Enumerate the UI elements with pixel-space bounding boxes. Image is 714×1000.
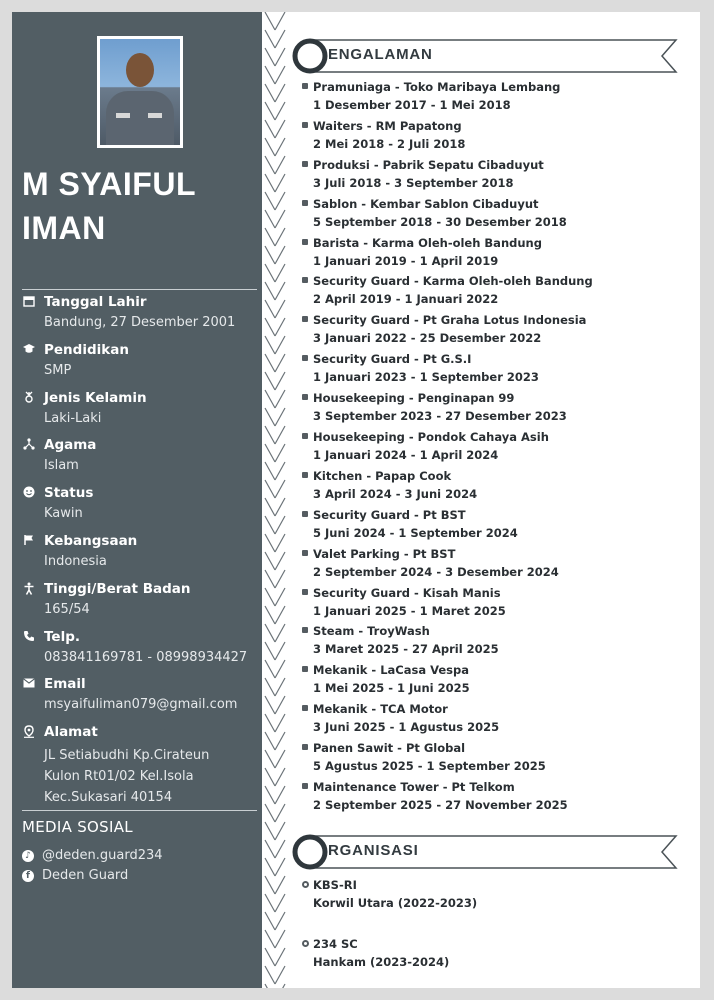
sidebar-divider-bottom [22,810,257,811]
job-title: Security Guard - Pt G.S.I [313,352,472,367]
social-facebook [22,868,258,888]
list-item [302,80,692,119]
list-item [302,274,692,313]
list-item [302,158,692,197]
job-date: 3 Maret 2025 - 27 April 2025 [313,642,499,657]
job-date: 5 Agustus 2025 - 1 September 2025 [313,759,546,774]
info-education [22,342,258,390]
job-date: 3 September 2023 - 27 Desember 2023 [313,409,567,424]
location-pin-icon [22,725,36,739]
info-label: Email [44,676,86,693]
list-item [302,391,692,430]
list-item [302,780,692,819]
job-title: Security Guard - Pt Graha Lotus Indonesia [313,313,587,328]
list-item [302,547,692,586]
org-detail: Korwil Utara (2022-2023) [313,896,478,910]
info-label: Jenis Kelamin [44,389,147,406]
info-label: Telp. [44,628,80,645]
calendar-icon [22,295,36,309]
organization-title: RGANISASI [328,842,419,859]
envelope-icon [22,677,36,691]
address-line: JL Setiabudhi Kp.Cirateun [44,748,210,764]
job-date: 3 Juli 2018 - 3 September 2018 [313,175,514,190]
job-title: Housekeeping - Pondok Cahaya Asih [313,430,549,445]
sidebar-divider-top [22,289,257,290]
gender-icon [22,391,36,405]
sidebar [12,12,262,988]
job-date: 2 Mei 2018 - 2 Juli 2018 [313,136,466,151]
address-line: Kulon Rt01/02 Kel.Isola [44,769,194,785]
info-value: 083841169781 - 08998934427 [44,649,248,665]
info-religion [22,437,258,485]
job-title: Sablon - Kembar Sablon Cibaduyut [313,196,539,211]
job-title: Pramuniaga - Toko Maribaya Lembang [313,80,561,94]
experience-title: ENGALAMAN [328,46,433,63]
social-handle: Deden Guard [42,868,129,883]
job-date: 2 April 2019 - 1 Januari 2022 [313,292,499,307]
chain-decoration [262,12,288,988]
tiktok-icon: ♪ [22,850,34,862]
list-item [302,937,692,977]
job-title: Mekanik - LaCasa Vespa [313,663,470,678]
job-date: 3 Januari 2022 - 25 Desember 2022 [313,331,542,346]
org-name: 234 SC [313,937,358,951]
full-name [22,162,252,250]
info-label: Kebangsaan [44,532,138,549]
job-date: 1 Mei 2025 - 1 Juni 2025 [313,681,470,696]
info-phone [22,629,258,677]
job-title: Kitchen - Papap Cook [313,468,452,483]
cv-page [12,12,700,988]
name-line-2: IMAN [22,210,106,246]
job-date: 3 Juni 2025 - 1 Agustus 2025 [313,720,500,735]
info-status [22,485,258,533]
info-label: Status [44,485,94,502]
job-date: 1 Desember 2017 - 1 Mei 2018 [313,98,511,112]
person-standing-icon [22,582,36,596]
info-value: Kawin [44,506,83,522]
info-value: Bandung, 27 Desember 2001 [44,315,236,330]
info-label: Tinggi/Berat Badan [44,580,191,597]
job-title: Valet Parking - Pt BST [313,546,456,561]
list-item [302,197,692,236]
list-item [302,663,692,702]
info-label: Tanggal Lahir [44,294,147,310]
info-value: Islam [44,458,79,474]
list-item [302,469,692,508]
job-date: 2 September 2024 - 3 Desember 2024 [313,564,559,579]
info-email [22,676,258,724]
list-item [302,236,692,275]
list-item [302,508,692,547]
info-birth [22,294,258,342]
share-nodes-icon [22,438,36,452]
info-value: Indonesia [44,553,107,569]
address-lines [44,745,209,808]
info-address [22,724,258,806]
organization-header [292,832,688,872]
info-value: SMP [44,362,72,378]
info-value: 165/54 [44,601,90,617]
info-value: Laki-Laki [44,410,102,426]
graduation-cap-icon [22,343,36,357]
personal-info [22,294,258,806]
list-item [302,624,692,663]
org-name: KBS-RI [313,878,357,892]
list-item [302,352,692,391]
job-date: 1 Januari 2023 - 1 September 2023 [313,370,539,385]
job-title: Steam - TroyWash [313,624,430,639]
info-nationality [22,533,258,581]
job-date: 5 Juni 2024 - 1 September 2024 [313,525,518,540]
job-title: Security Guard - Kisah Manis [313,585,501,600]
social-tiktok [22,848,258,868]
social-media-title: MEDIA SOSIAL [22,818,133,836]
job-title: Produksi - Pabrik Sepatu Cibaduyut [313,157,544,172]
list-item [302,313,692,352]
job-title: Waiters - RM Papatong [313,118,462,133]
info-label: Agama [44,437,97,454]
experience-list [302,80,692,819]
job-title: Barista - Karma Oleh-oleh Bandung [313,235,542,250]
job-date: 3 April 2024 - 3 Juni 2024 [313,486,478,501]
info-label: Alamat [44,724,98,741]
list-item [302,741,692,780]
info-label: Pendidikan [44,341,129,358]
job-date: 1 Januari 2019 - 1 April 2019 [313,253,499,268]
job-title: Mekanik - TCA Motor [313,702,448,717]
profile-photo [97,36,183,148]
list-item [302,702,692,741]
info-value: msyaifuliman079@gmail.com [44,697,238,713]
job-title: Panen Sawit - Pt Global [313,741,466,756]
address-line: Kec.Sukasari 40154 [44,790,173,806]
job-date: 2 September 2025 - 27 November 2025 [313,798,568,813]
job-title: Security Guard - Pt BST [313,507,466,522]
list-item [302,878,692,918]
info-gender [22,390,258,438]
phone-icon [22,630,36,644]
job-date: 5 September 2018 - 30 Desember 2018 [313,214,567,229]
experience-header [292,36,688,76]
smile-icon [22,486,36,500]
social-handle: @deden.guard234 [42,848,163,863]
list-item [302,430,692,469]
job-date: 1 Januari 2024 - 1 April 2024 [313,448,499,463]
job-date: 1 Januari 2025 - 1 Maret 2025 [313,603,506,618]
org-detail: Hankam (2023-2024) [313,955,450,969]
info-height-weight [22,581,258,629]
list-item [302,586,692,625]
job-title: Housekeeping - Penginapan 99 [313,391,515,406]
name-line-1: M SYAIFUL [22,166,196,202]
job-title: Maintenance Tower - Pt Telkom [313,780,515,795]
flag-icon [22,534,36,548]
list-item [302,119,692,158]
job-title: Security Guard - Karma Oleh-oleh Bandung [313,274,593,289]
facebook-icon: f [22,870,34,882]
